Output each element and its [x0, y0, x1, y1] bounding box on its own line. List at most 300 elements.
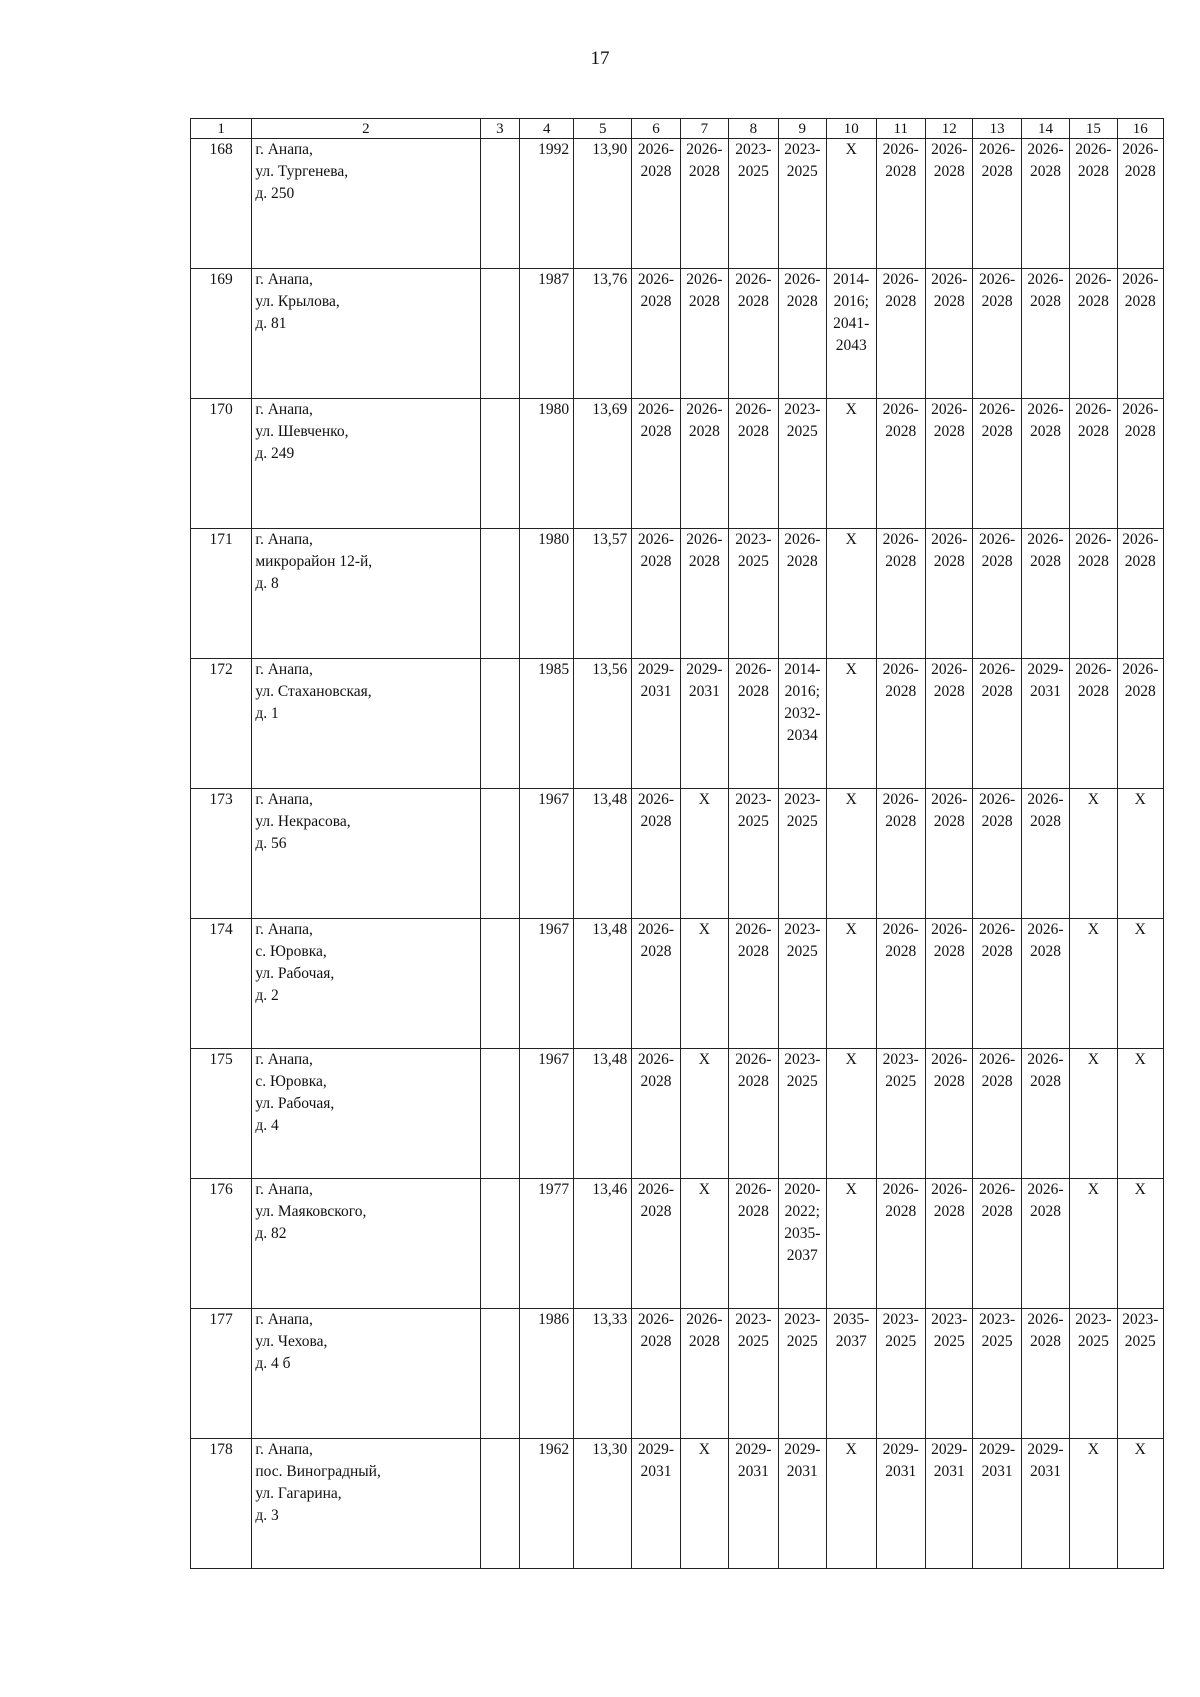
- period-cell-col-11: [876, 1179, 926, 1309]
- period-cell-col-13: [973, 659, 1021, 789]
- table-row: [191, 789, 1164, 919]
- period-line: X: [1134, 791, 1146, 808]
- address-line: д. 81: [255, 315, 287, 332]
- period-cell-col-9: [778, 139, 826, 269]
- period-cell-col-6: [632, 1049, 680, 1179]
- period-line: 2026-: [637, 791, 675, 808]
- period-cell-col-7: [680, 269, 728, 399]
- value-cell: 13,48: [574, 919, 632, 1049]
- period-cell-col-7: [680, 1049, 728, 1179]
- period-cell-col-10: [827, 1049, 877, 1179]
- period-cell-col-12: [926, 789, 973, 919]
- period-line: 2025: [933, 1333, 965, 1350]
- period-line: 2023-: [931, 1311, 968, 1328]
- period-cell-col-9: [778, 789, 826, 919]
- period-line: 2028: [1077, 163, 1109, 180]
- period-line: 2028: [737, 423, 769, 440]
- period-line: 2025: [1077, 1333, 1109, 1350]
- period-line: 2028: [1124, 553, 1156, 570]
- period-line: 2028: [1029, 1203, 1061, 1220]
- period-cell-col-12: [926, 659, 973, 789]
- period-line: 2026-: [686, 141, 723, 158]
- period-line: X: [698, 1181, 710, 1198]
- period-line: 2028: [1029, 293, 1061, 310]
- period-line: 2025: [885, 1073, 917, 1090]
- period-cell-col-7: [680, 789, 728, 919]
- period-line: 2028: [885, 1203, 917, 1220]
- address-cell: [252, 529, 480, 659]
- address-line: ул. Некрасова,: [255, 813, 351, 830]
- address-cell: [252, 399, 480, 529]
- period-line: X: [1087, 1441, 1099, 1458]
- column-header-14: 14: [1021, 119, 1069, 139]
- period-cell-col-13: [973, 1439, 1021, 1569]
- period-line: 2025: [786, 163, 818, 180]
- column-header-1: 1: [191, 119, 252, 139]
- period-cell-col-14: [1021, 1179, 1069, 1309]
- address-line: г. Анапа,: [255, 271, 313, 288]
- period-line: 2028: [1124, 293, 1156, 310]
- period-cell-col-15: [1070, 399, 1117, 529]
- period-line: 2028: [981, 553, 1013, 570]
- row-number: 176: [191, 1179, 252, 1309]
- period-line: 2028: [981, 943, 1013, 960]
- period-cell-col-13: [973, 269, 1021, 399]
- address-line: ул. Крылова,: [255, 293, 340, 310]
- period-line: 2026-: [1027, 141, 1064, 158]
- table-row: [191, 1049, 1164, 1179]
- period-cell-col-15: [1070, 269, 1117, 399]
- column-3-cell: [480, 659, 520, 789]
- period-line: 2026-: [978, 531, 1016, 548]
- period-line: 2028: [688, 163, 720, 180]
- period-cell-col-13: [973, 529, 1021, 659]
- period-line: 2023-: [735, 791, 772, 808]
- address-line: ул. Чехова,: [255, 1333, 328, 1350]
- period-line: 2028: [1029, 423, 1061, 440]
- period-line: 2031: [640, 683, 672, 700]
- period-line: 2031: [737, 1463, 769, 1480]
- period-line: 2026-: [882, 401, 919, 418]
- period-line: 2026-: [735, 1181, 772, 1198]
- period-cell-col-13: [973, 139, 1021, 269]
- period-line: X: [1134, 1441, 1146, 1458]
- period-line: 2025: [1124, 1333, 1156, 1350]
- period-cell-col-6: [632, 1439, 680, 1569]
- period-line: 2028: [737, 683, 769, 700]
- period-line: 2025: [737, 553, 769, 570]
- column-header-13: 13: [973, 119, 1021, 139]
- period-line: 2028: [933, 1203, 965, 1220]
- period-cell-col-8: [729, 659, 779, 789]
- period-cell-col-13: [973, 789, 1021, 919]
- period-line: 2026-: [882, 141, 919, 158]
- column-3-cell: [480, 529, 520, 659]
- period-line: 2023-: [1122, 1311, 1159, 1328]
- period-line: 2026-: [978, 141, 1016, 158]
- period-cell-col-11: [876, 789, 926, 919]
- table-row: [191, 1309, 1164, 1439]
- period-line: 2028: [688, 553, 720, 570]
- period-line: 2023-: [784, 401, 821, 418]
- period-line: 2028: [786, 553, 818, 570]
- address-cell: [252, 919, 480, 1049]
- period-line: 2028: [640, 293, 672, 310]
- period-line: 2029-: [637, 1441, 675, 1458]
- year-cell: 1967: [520, 1049, 574, 1179]
- period-line: 2028: [885, 293, 917, 310]
- address-line: д. 3: [255, 1507, 279, 1524]
- period-cell-col-7: [680, 659, 728, 789]
- address-line: г. Анапа,: [255, 401, 313, 418]
- period-line: 2026-: [637, 271, 675, 288]
- period-cell-col-15: [1070, 1309, 1117, 1439]
- period-cell-col-10: [827, 1439, 877, 1569]
- address-line: ул. Стахановская,: [255, 683, 372, 700]
- period-line: 2023-: [882, 1311, 919, 1328]
- period-cell-col-12: [926, 529, 973, 659]
- period-line: 2028: [737, 943, 769, 960]
- period-line: 2026-: [735, 661, 772, 678]
- period-cell-col-14: [1021, 399, 1069, 529]
- period-line: X: [845, 531, 857, 548]
- period-cell-col-11: [876, 1439, 926, 1569]
- period-line: 2026-: [1027, 921, 1064, 938]
- address-cell: [252, 269, 480, 399]
- address-line: ул. Тургенева,: [255, 163, 349, 180]
- period-line: 2026-: [784, 531, 821, 548]
- period-line: 2028: [885, 813, 917, 830]
- period-line: 2028: [640, 163, 672, 180]
- period-line: 2026-: [978, 661, 1016, 678]
- period-cell-col-7: [680, 1439, 728, 1569]
- period-cell-col-16: [1117, 1179, 1163, 1309]
- period-line: 2028: [933, 1073, 965, 1090]
- address-line: ул. Рабочая,: [255, 1095, 335, 1112]
- period-line: 2028: [688, 423, 720, 440]
- period-cell-col-8: [729, 1439, 779, 1569]
- period-cell-col-11: [876, 529, 926, 659]
- period-line: 2023-: [978, 1311, 1016, 1328]
- period-cell-col-15: [1070, 659, 1117, 789]
- period-line: 2025: [786, 423, 818, 440]
- address-cell: [252, 139, 480, 269]
- period-cell-col-11: [876, 139, 926, 269]
- period-cell-col-6: [632, 659, 680, 789]
- address-line: микрорайон 12-й,: [255, 553, 373, 570]
- period-cell-col-8: [729, 139, 779, 269]
- period-line: 2026-: [637, 1051, 675, 1068]
- period-cell-col-15: [1070, 1439, 1117, 1569]
- period-cell-col-10: [827, 1179, 877, 1309]
- column-header-6: 6: [632, 119, 680, 139]
- period-line: 2025: [885, 1333, 917, 1350]
- period-line: 2026-: [1075, 271, 1112, 288]
- period-line: 2028: [688, 1333, 720, 1350]
- period-line: 2026-: [1027, 401, 1064, 418]
- period-line: 2026-: [1122, 661, 1159, 678]
- value-cell: 13,33: [574, 1309, 632, 1439]
- period-cell-col-14: [1021, 529, 1069, 659]
- address-line: ул. Гагарина,: [255, 1485, 342, 1502]
- period-line: 2028: [640, 1333, 672, 1350]
- row-number: 178: [191, 1439, 252, 1569]
- table-row: [191, 529, 1164, 659]
- period-line: 2028: [981, 683, 1013, 700]
- period-line: 2028: [688, 293, 720, 310]
- period-line: 2026-: [1122, 271, 1159, 288]
- row-number: 174: [191, 919, 252, 1049]
- value-cell: 13,48: [574, 1049, 632, 1179]
- period-line: 2028: [737, 1073, 769, 1090]
- address-line: д. 249: [255, 445, 295, 462]
- period-cell-col-9: [778, 659, 826, 789]
- period-line: 2026-: [686, 531, 723, 548]
- period-cell-col-14: [1021, 789, 1069, 919]
- period-line: X: [845, 1441, 857, 1458]
- period-cell-col-12: [926, 1309, 973, 1439]
- column-header-7: 7: [680, 119, 728, 139]
- period-line: 2028: [737, 1203, 769, 1220]
- year-cell: 1980: [520, 399, 574, 529]
- period-line: 2026-: [686, 401, 723, 418]
- period-line: 2026-: [931, 661, 968, 678]
- period-cell-col-6: [632, 1309, 680, 1439]
- period-line: 2026-: [931, 141, 968, 158]
- period-line: 2026-: [978, 1181, 1016, 1198]
- address-cell: [252, 1049, 480, 1179]
- period-cell-col-11: [876, 919, 926, 1049]
- period-line: 2023-: [784, 791, 821, 808]
- period-line: 2031: [1029, 683, 1061, 700]
- period-line: 2025: [786, 1073, 818, 1090]
- period-line: 2037: [786, 1247, 818, 1264]
- period-line: 2026-: [978, 1051, 1016, 1068]
- address-cell: [252, 659, 480, 789]
- period-line: 2026-: [882, 791, 919, 808]
- period-line: X: [845, 141, 857, 158]
- period-line: 2026-: [735, 271, 772, 288]
- period-line: 2028: [1029, 943, 1061, 960]
- period-line: 2026-: [1122, 401, 1159, 418]
- period-line: 2026-: [1027, 1311, 1064, 1328]
- period-line: 2026-: [978, 271, 1016, 288]
- period-cell-col-8: [729, 399, 779, 529]
- period-line: 2014-: [833, 271, 870, 288]
- period-line: 2028: [1077, 683, 1109, 700]
- table-row: [191, 269, 1164, 399]
- table-row: [191, 1179, 1164, 1309]
- period-line: 2026-: [637, 1181, 675, 1198]
- address-line: д. 4 б: [255, 1355, 291, 1372]
- period-cell-col-8: [729, 789, 779, 919]
- period-line: 2034: [786, 727, 818, 744]
- period-line: 2028: [1029, 163, 1061, 180]
- period-line: 2026-: [686, 1311, 723, 1328]
- period-line: 2031: [640, 1463, 672, 1480]
- period-line: 2026-: [1027, 791, 1064, 808]
- period-line: 2028: [640, 1203, 672, 1220]
- period-line: 2028: [786, 293, 818, 310]
- address-line: д. 82: [255, 1225, 287, 1242]
- column-header-5: 5: [574, 119, 632, 139]
- column-header-10: 10: [827, 119, 877, 139]
- year-cell: 1980: [520, 529, 574, 659]
- period-cell-col-14: [1021, 659, 1069, 789]
- period-line: 2025: [737, 813, 769, 830]
- period-cell-col-6: [632, 269, 680, 399]
- period-line: 2031: [688, 683, 720, 700]
- period-line: 2028: [640, 813, 672, 830]
- period-line: 2029-: [882, 1441, 919, 1458]
- period-cell-col-8: [729, 1049, 779, 1179]
- period-cell-col-9: [778, 1179, 826, 1309]
- period-cell-col-15: [1070, 1049, 1117, 1179]
- period-cell-col-15: [1070, 919, 1117, 1049]
- period-line: 2023-: [784, 1311, 821, 1328]
- address-line: д. 4: [255, 1117, 279, 1134]
- period-line: 2028: [933, 813, 965, 830]
- period-line: 2028: [885, 943, 917, 960]
- period-line: X: [698, 791, 710, 808]
- period-cell-col-6: [632, 1179, 680, 1309]
- period-line: 2031: [981, 1463, 1013, 1480]
- period-line: 2032-: [784, 705, 821, 722]
- period-line: 2023-: [882, 1051, 919, 1068]
- period-line: 2026-: [931, 791, 968, 808]
- period-line: 2028: [1124, 683, 1156, 700]
- period-line: 2028: [640, 1073, 672, 1090]
- column-3-cell: [480, 399, 520, 529]
- column-3-cell: [480, 1049, 520, 1179]
- period-line: X: [845, 921, 857, 938]
- period-line: 2026-: [882, 531, 919, 548]
- period-line: 2031: [786, 1463, 818, 1480]
- column-3-cell: [480, 789, 520, 919]
- period-cell-col-10: [827, 529, 877, 659]
- period-cell-col-11: [876, 1049, 926, 1179]
- period-line: X: [698, 1441, 710, 1458]
- column-header-2: 2: [252, 119, 480, 139]
- row-number: 169: [191, 269, 252, 399]
- period-line: 2028: [1124, 163, 1156, 180]
- period-cell-col-16: [1117, 919, 1163, 1049]
- period-line: X: [845, 661, 857, 678]
- row-number: 172: [191, 659, 252, 789]
- period-line: 2026-: [931, 401, 968, 418]
- period-line: 2026-: [931, 1181, 968, 1198]
- period-cell-col-10: [827, 919, 877, 1049]
- period-cell-col-10: [827, 1309, 877, 1439]
- period-line: 2026-: [1075, 401, 1112, 418]
- address-line: с. Юровка,: [255, 943, 327, 960]
- period-line: 2026-: [784, 271, 821, 288]
- period-line: 2016;: [833, 293, 869, 310]
- column-3-cell: [480, 269, 520, 399]
- period-line: 2028: [885, 553, 917, 570]
- year-cell: 1987: [520, 269, 574, 399]
- period-line: 2026-: [637, 401, 675, 418]
- column-header-8: 8: [729, 119, 779, 139]
- period-line: 2028: [933, 163, 965, 180]
- period-line: 2026-: [1075, 141, 1112, 158]
- period-cell-col-11: [876, 269, 926, 399]
- period-line: 2029-: [931, 1441, 968, 1458]
- period-line: 2026-: [931, 921, 968, 938]
- period-cell-col-9: [778, 1439, 826, 1569]
- address-line: д. 8: [255, 575, 279, 592]
- period-cell-col-7: [680, 919, 728, 1049]
- period-cell-col-8: [729, 529, 779, 659]
- period-line: 2028: [1029, 1073, 1061, 1090]
- period-line: 2023-: [735, 141, 772, 158]
- period-line: 2026-: [637, 531, 675, 548]
- period-line: 2026-: [735, 921, 772, 938]
- period-line: 2043: [835, 337, 867, 354]
- period-line: 2037: [835, 1333, 867, 1350]
- period-line: 2028: [1124, 423, 1156, 440]
- period-line: 2026-: [686, 271, 723, 288]
- address-line: г. Анапа,: [255, 141, 313, 158]
- period-line: 2029-: [735, 1441, 772, 1458]
- period-line: 2031: [1029, 1463, 1061, 1480]
- period-line: 2028: [1029, 1333, 1061, 1350]
- period-cell-col-10: [827, 399, 877, 529]
- period-cell-col-14: [1021, 1049, 1069, 1179]
- period-cell-col-7: [680, 399, 728, 529]
- row-number: 168: [191, 139, 252, 269]
- period-line: X: [1134, 921, 1146, 938]
- period-cell-col-10: [827, 659, 877, 789]
- period-line: 2028: [981, 293, 1013, 310]
- period-cell-col-9: [778, 529, 826, 659]
- period-cell-col-9: [778, 1049, 826, 1179]
- period-cell-col-16: [1117, 659, 1163, 789]
- period-cell-col-16: [1117, 529, 1163, 659]
- year-cell: 1986: [520, 1309, 574, 1439]
- year-cell: 1967: [520, 919, 574, 1049]
- period-cell-col-11: [876, 399, 926, 529]
- address-line: с. Юровка,: [255, 1073, 327, 1090]
- period-line: 2028: [933, 683, 965, 700]
- period-line: 2026-: [882, 661, 919, 678]
- period-line: 2026-: [931, 271, 968, 288]
- period-line: 2026-: [637, 921, 675, 938]
- row-number: 170: [191, 399, 252, 529]
- period-line: 2026-: [931, 531, 968, 548]
- period-line: 2023-: [735, 1311, 772, 1328]
- period-line: 2026-: [882, 271, 919, 288]
- table-row: [191, 139, 1164, 269]
- value-cell: 13,90: [574, 139, 632, 269]
- period-cell-col-11: [876, 659, 926, 789]
- period-line: 2031: [933, 1463, 965, 1480]
- period-cell-col-13: [973, 399, 1021, 529]
- column-header-9: 9: [778, 119, 826, 139]
- period-line: 2023-: [784, 141, 821, 158]
- period-line: 2031: [885, 1463, 917, 1480]
- period-line: 2026-: [1027, 271, 1064, 288]
- housing-repair-schedule-table: [190, 118, 1164, 1569]
- period-cell-col-15: [1070, 789, 1117, 919]
- address-cell: [252, 1309, 480, 1439]
- address-line: г. Анапа,: [255, 661, 313, 678]
- period-cell-col-15: [1070, 529, 1117, 659]
- address-line: г. Анапа,: [255, 1181, 313, 1198]
- period-line: 2028: [981, 423, 1013, 440]
- column-number-header-row: [191, 119, 1164, 139]
- address-line: д. 250: [255, 185, 295, 202]
